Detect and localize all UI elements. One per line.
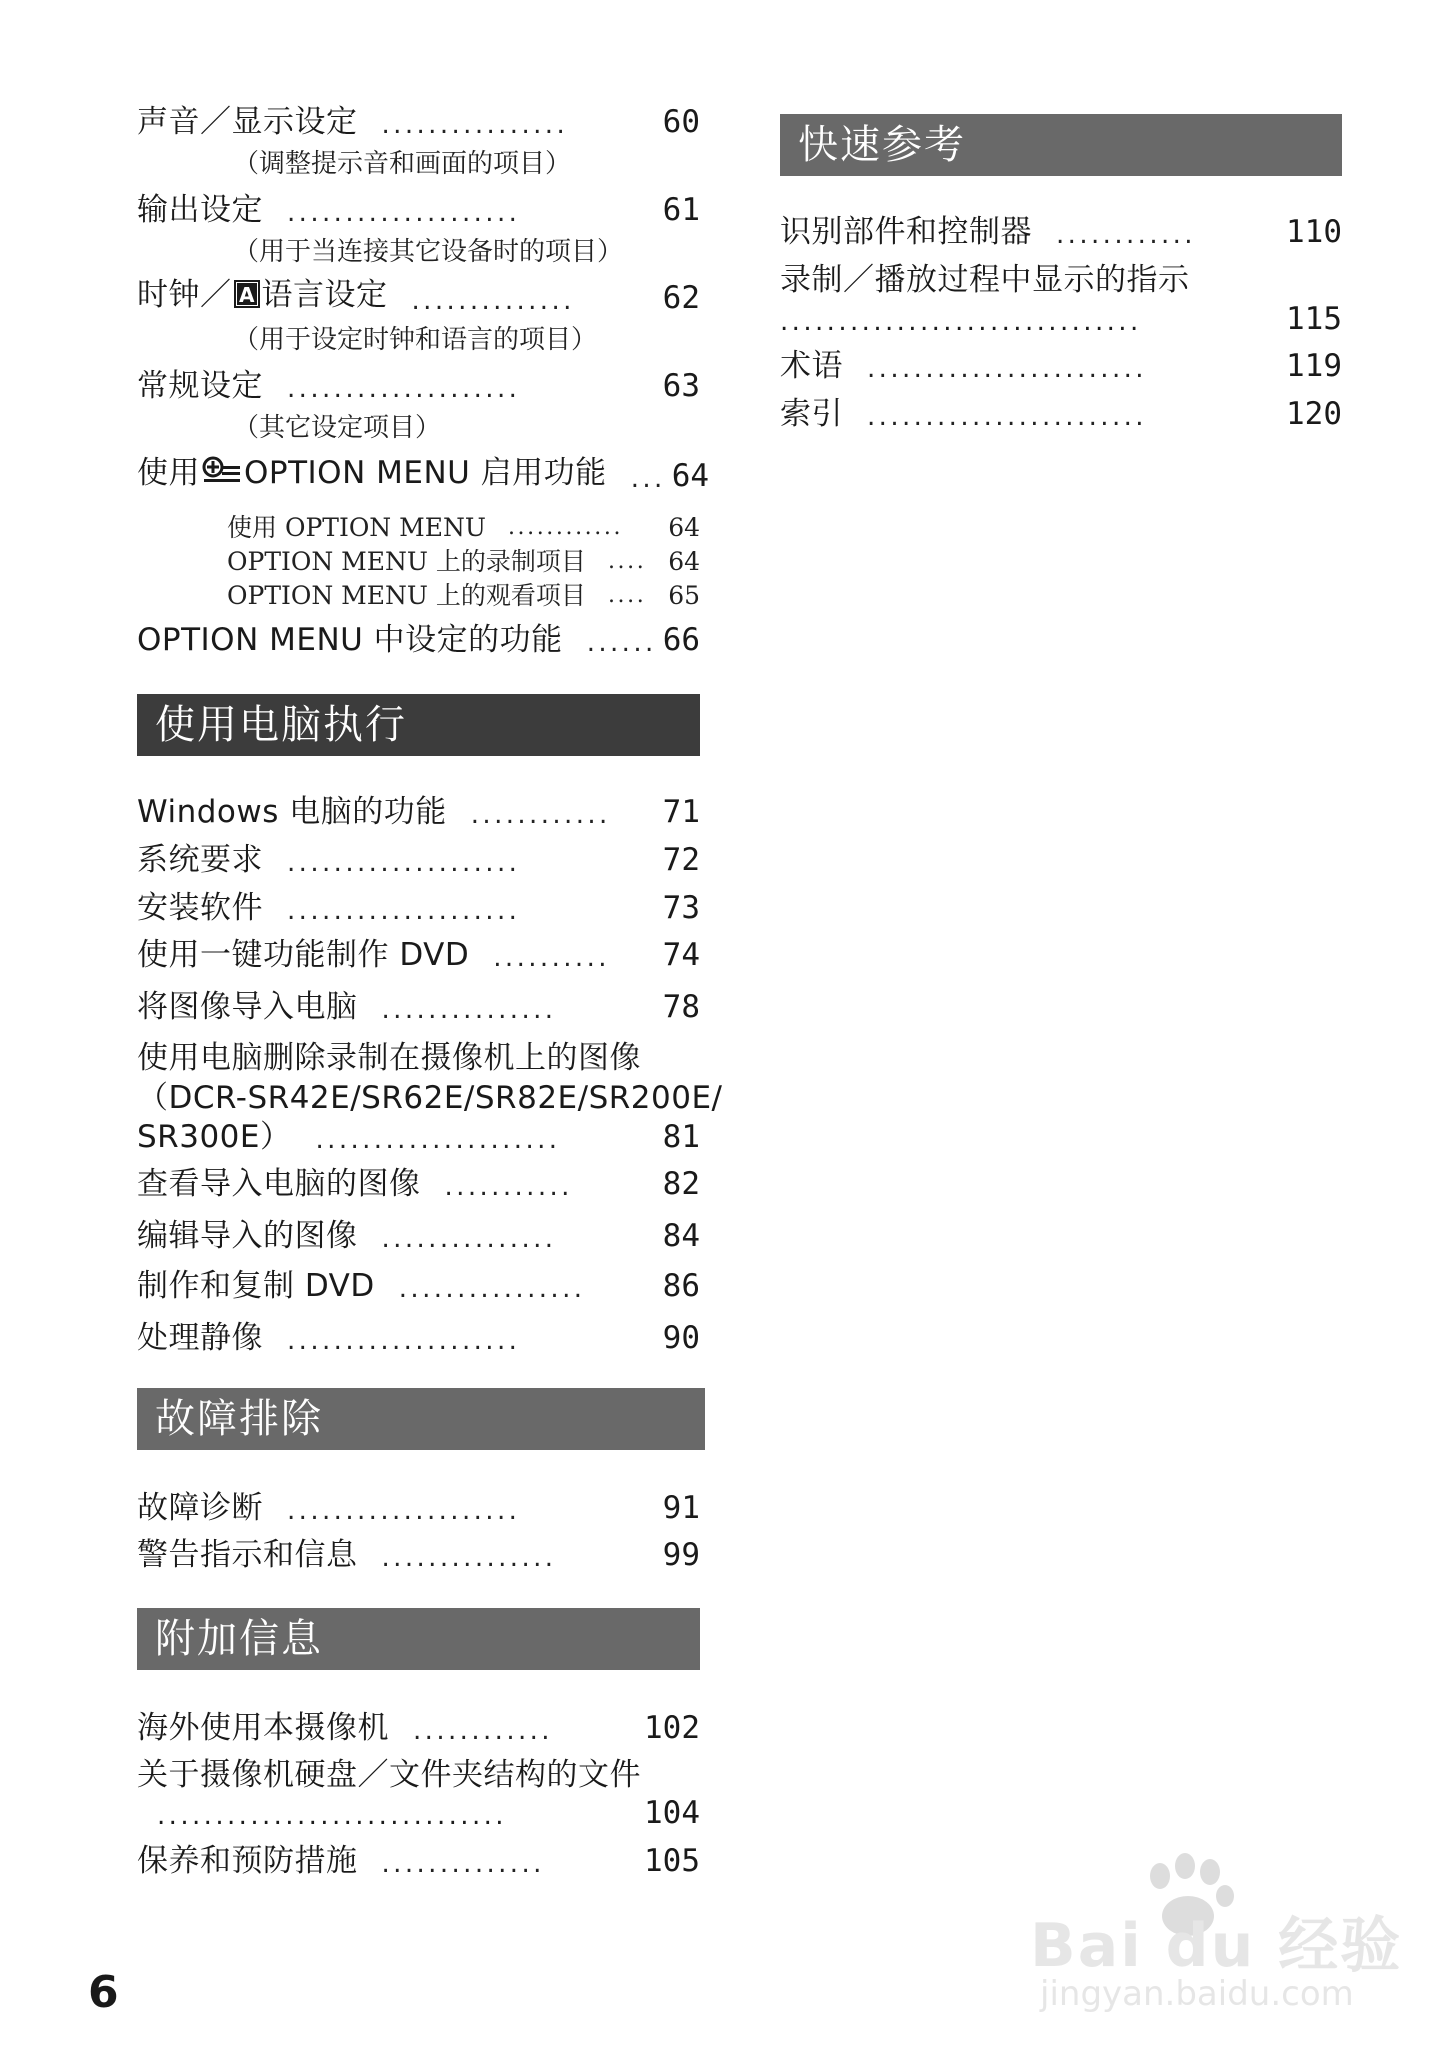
option-menu-icon xyxy=(202,456,242,496)
watermark-logo-text: Bai du 经验 xyxy=(1030,1911,1403,1981)
toc-entry-terms[interactable]: 术语 ........................ 119 xyxy=(780,348,1342,384)
toc-entry-hdd-line1[interactable]: 关于摄像机硬盘／文件夹结构的文件 xyxy=(137,1757,641,1793)
toc-note-general: （其它设定项目） xyxy=(233,413,442,443)
toc-entry-pc2-1[interactable]: 编辑导入的图像 ............... 84 xyxy=(137,1218,700,1254)
toc-entry-trouble-1[interactable]: 警告指示和信息 ............... 99 xyxy=(137,1537,700,1573)
toc-entry-care[interactable]: 保养和预防措施 .............. 105 xyxy=(137,1843,700,1879)
section-header-quick: 快速参考 xyxy=(780,114,1342,176)
toc-subentry-option-record[interactable]: OPTION MENU 上的录制项目 .... 64 xyxy=(227,547,700,576)
toc-entry-pc-4[interactable]: 将图像导入电脑 ............... 78 xyxy=(137,989,700,1025)
section-header-trouble: 故障排除 xyxy=(137,1388,705,1450)
toc-entry-hdd-line2[interactable]: .............................. 104 xyxy=(157,1795,700,1831)
watermark-url: jingyan.baidu.com xyxy=(1040,1974,1354,2014)
toc-entry-pc-delete-line2[interactable]: （DCR-SR42E/SR62E/SR82E/SR200E/ xyxy=(137,1080,723,1116)
toc-entry-option-menu-functions[interactable]: OPTION MENU 中设定的功能 ...... 66 xyxy=(137,622,701,658)
toc-entry-clock-language[interactable]: 时钟／ A 语言设定 .............. 62 xyxy=(137,277,700,316)
section-header-pc: 使用电脑执行 xyxy=(137,694,700,756)
toc-note-output: （用于当连接其它设备时的项目） xyxy=(233,237,624,267)
toc-entry-pc-3[interactable]: 使用一键功能制作 DVD .......... 74 xyxy=(137,937,700,973)
toc-entry-parts[interactable]: 识别部件和控制器 ............ 110 xyxy=(780,214,1342,250)
toc-entry-indicators-line2[interactable]: ............................... 115 xyxy=(780,301,1342,337)
toc-entry-audio-display[interactable]: 声音／显示设定 ................ 60 xyxy=(137,104,700,140)
toc-entry-pc2-3[interactable]: 处理静像 .................... 90 xyxy=(137,1320,700,1356)
section-header-extra: 附加信息 xyxy=(137,1608,700,1670)
svg-text:A: A xyxy=(238,283,255,307)
toc-subentry-option-view[interactable]: OPTION MENU 上的观看项目 .... 65 xyxy=(227,581,700,610)
toc-entry-pc-delete-line1[interactable]: 使用电脑删除录制在摄像机上的图像 xyxy=(137,1040,641,1076)
toc-entry-extra-0[interactable]: 海外使用本摄像机 ............ 102 xyxy=(137,1710,700,1746)
toc-entry-output[interactable]: 输出设定 .................... 61 xyxy=(137,192,700,228)
toc-entry-pc2-2[interactable]: 制作和复制 DVD ................ 86 xyxy=(137,1268,700,1304)
toc-entry-pc-2[interactable]: 安装软件 .................... 73 xyxy=(137,890,700,926)
toc-entry-pc-1[interactable]: 系统要求 .................... 72 xyxy=(137,842,700,878)
toc-subentry-option-use[interactable]: 使用 OPTION MENU ............ 64 xyxy=(227,513,700,542)
toc-entry-pc-delete-line3[interactable]: SR300E） ..................... 81 xyxy=(137,1119,700,1155)
toc-entry-index[interactable]: 索引 ........................ 120 xyxy=(780,396,1342,432)
toc-entry-pc2-0[interactable]: 查看导入电脑的图像 ........... 82 xyxy=(137,1166,700,1202)
toc-entry-trouble-0[interactable]: 故障诊断 .................... 91 xyxy=(137,1490,700,1526)
toc-entry-indicators-line1[interactable]: 录制／播放过程中显示的指示 xyxy=(780,262,1190,298)
toc-entry-general[interactable]: 常规设定 .................... 63 xyxy=(137,368,700,404)
a-language-icon xyxy=(234,278,260,318)
toc-note-audio: （调整提示音和画面的项目） xyxy=(233,149,572,179)
toc-note-clock: （用于设定时钟和语言的项目） xyxy=(233,325,598,355)
toc-entry-option-menu-use[interactable]: 使用 OPTION MENU 启用功能 ... 64 xyxy=(137,455,710,494)
page-number: 6 xyxy=(88,1967,119,2018)
toc-entry-pc-0[interactable]: Windows 电脑的功能 ............ 71 xyxy=(137,794,700,830)
baidu-watermark xyxy=(1010,1838,1403,2018)
